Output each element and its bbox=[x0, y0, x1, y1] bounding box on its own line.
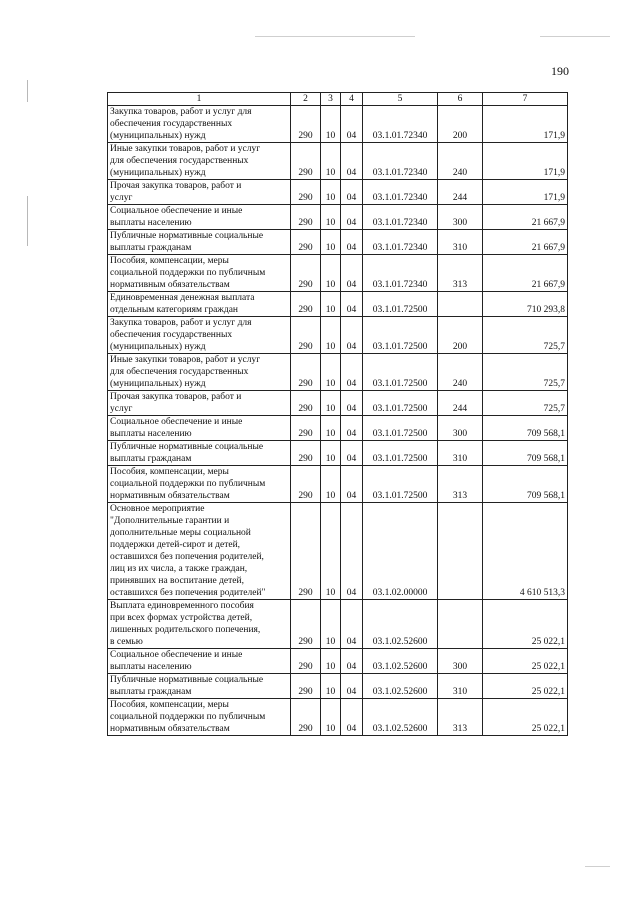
expense-name-cell: Социальное обеспечение и иные выплаты населению bbox=[108, 205, 291, 230]
target-article-cell: 03.1.01.72500 bbox=[363, 354, 438, 391]
agency-code-cell: 290 bbox=[291, 466, 321, 503]
agency-code-cell: 290 bbox=[291, 180, 321, 205]
subsection-code-cell: 04 bbox=[341, 649, 363, 674]
header-cell: 3 bbox=[321, 93, 341, 106]
subsection-code-cell: 04 bbox=[341, 317, 363, 354]
subsection-code-cell: 04 bbox=[341, 674, 363, 699]
amount-cell: 709 568,1 bbox=[483, 441, 568, 466]
section-code-cell: 10 bbox=[321, 255, 341, 292]
expense-type-cell: 310 bbox=[438, 230, 483, 255]
subsection-code-cell: 04 bbox=[341, 106, 363, 143]
table-row bbox=[108, 106, 568, 143]
subsection-code-cell: 04 bbox=[341, 699, 363, 736]
target-article-cell: 03.1.01.72340 bbox=[363, 143, 438, 180]
expense-name-cell: Иные закупки товаров, работ и услуг для обеспечения государственных (муниципальных) нужд bbox=[108, 143, 291, 180]
table-row bbox=[108, 503, 568, 600]
agency-code-cell: 290 bbox=[291, 441, 321, 466]
expense-type-cell: 313 bbox=[438, 466, 483, 503]
subsection-code-cell: 04 bbox=[341, 416, 363, 441]
expense-name-cell: Пособия, компенсации, меры социальной поддержки по публичным нормативным обязательствам bbox=[108, 255, 291, 292]
expense-name-cell: Основное мероприятие "Дополнительные гарантии и дополнительные меры социальной поддержки детей-сирот и детей, оставшихся без попечения родителей, лиц из их числа, а также граждан, принявших на воспитание детей, оставшихся без попечения родителей" bbox=[108, 503, 291, 600]
amount-cell: 171,9 bbox=[483, 106, 568, 143]
expense-name-cell: Закупка товаров, работ и услуг для обеспечения государственных (муниципальных) нужд bbox=[108, 106, 291, 143]
section-code-cell: 10 bbox=[321, 317, 341, 354]
target-article-cell: 03.1.01.72340 bbox=[363, 230, 438, 255]
section-code-cell: 10 bbox=[321, 230, 341, 255]
header-cell: 5 bbox=[363, 93, 438, 106]
target-article-cell: 03.1.01.72340 bbox=[363, 255, 438, 292]
section-code-cell: 10 bbox=[321, 649, 341, 674]
amount-cell: 709 568,1 bbox=[483, 416, 568, 441]
expense-type-cell: 244 bbox=[438, 391, 483, 416]
agency-code-cell: 290 bbox=[291, 416, 321, 441]
agency-code-cell: 290 bbox=[291, 106, 321, 143]
amount-cell: 725,7 bbox=[483, 354, 568, 391]
agency-code-cell: 290 bbox=[291, 649, 321, 674]
amount-cell: 725,7 bbox=[483, 391, 568, 416]
table-row bbox=[108, 230, 568, 255]
target-article-cell: 03.1.01.72340 bbox=[363, 205, 438, 230]
subsection-code-cell: 04 bbox=[341, 255, 363, 292]
table-row bbox=[108, 205, 568, 230]
section-code-cell: 10 bbox=[321, 180, 341, 205]
target-article-cell: 03.1.02.52600 bbox=[363, 699, 438, 736]
budget-table bbox=[107, 92, 568, 736]
section-code-cell: 10 bbox=[321, 143, 341, 180]
expense-name-cell: Единовременная денежная выплата отдельным категориям граждан bbox=[108, 292, 291, 317]
section-code-cell: 10 bbox=[321, 674, 341, 699]
expense-name-cell: Пособия, компенсации, меры социальной поддержки по публичным нормативным обязательствам bbox=[108, 699, 291, 736]
section-code-cell: 10 bbox=[321, 292, 341, 317]
agency-code-cell: 290 bbox=[291, 292, 321, 317]
amount-cell: 725,7 bbox=[483, 317, 568, 354]
subsection-code-cell: 04 bbox=[341, 180, 363, 205]
target-article-cell: 03.1.02.52600 bbox=[363, 674, 438, 699]
expense-type-cell: 313 bbox=[438, 255, 483, 292]
expense-type-cell: 200 bbox=[438, 106, 483, 143]
header-cell: 1 bbox=[108, 93, 291, 106]
expense-type-cell: 310 bbox=[438, 441, 483, 466]
section-code-cell: 10 bbox=[321, 354, 341, 391]
expense-type-cell bbox=[438, 600, 483, 649]
agency-code-cell: 290 bbox=[291, 391, 321, 416]
amount-cell: 21 667,9 bbox=[483, 230, 568, 255]
section-code-cell: 10 bbox=[321, 416, 341, 441]
target-article-cell: 03.1.01.72500 bbox=[363, 441, 438, 466]
table-row bbox=[108, 354, 568, 391]
section-code-cell: 10 bbox=[321, 441, 341, 466]
agency-code-cell: 290 bbox=[291, 205, 321, 230]
target-article-cell: 03.1.01.72500 bbox=[363, 391, 438, 416]
section-code-cell: 10 bbox=[321, 391, 341, 416]
expense-name-cell: Пособия, компенсации, меры социальной поддержки по публичным нормативным обязательствам bbox=[108, 466, 291, 503]
agency-code-cell: 290 bbox=[291, 699, 321, 736]
expense-name-cell: Прочая закупка товаров, работ и услуг bbox=[108, 391, 291, 416]
table-row bbox=[108, 649, 568, 674]
subsection-code-cell: 04 bbox=[341, 292, 363, 317]
table-row bbox=[108, 416, 568, 441]
header-cell: 6 bbox=[438, 93, 483, 106]
expense-type-cell: 300 bbox=[438, 649, 483, 674]
expense-type-cell bbox=[438, 503, 483, 600]
amount-cell: 709 568,1 bbox=[483, 466, 568, 503]
amount-cell: 25 022,1 bbox=[483, 674, 568, 699]
section-code-cell: 10 bbox=[321, 699, 341, 736]
table-row bbox=[108, 600, 568, 649]
agency-code-cell: 290 bbox=[291, 143, 321, 180]
target-article-cell: 03.1.01.72500 bbox=[363, 317, 438, 354]
table-row bbox=[108, 391, 568, 416]
subsection-code-cell: 04 bbox=[341, 503, 363, 600]
target-article-cell: 03.1.01.72500 bbox=[363, 292, 438, 317]
expense-name-cell: Закупка товаров, работ и услуг для обеспечения государственных (муниципальных) нужд bbox=[108, 317, 291, 354]
scan-artifact-top-right bbox=[540, 36, 610, 37]
table-row bbox=[108, 143, 568, 180]
section-code-cell: 10 bbox=[321, 205, 341, 230]
agency-code-cell: 290 bbox=[291, 503, 321, 600]
subsection-code-cell: 04 bbox=[341, 230, 363, 255]
section-code-cell: 10 bbox=[321, 106, 341, 143]
expense-name-cell: Публичные нормативные социальные выплаты гражданам bbox=[108, 230, 291, 255]
subsection-code-cell: 04 bbox=[341, 441, 363, 466]
header-cell: 4 bbox=[341, 93, 363, 106]
table-row bbox=[108, 180, 568, 205]
subsection-code-cell: 04 bbox=[341, 143, 363, 180]
expense-type-cell: 300 bbox=[438, 416, 483, 441]
expense-type-cell: 240 bbox=[438, 354, 483, 391]
agency-code-cell: 290 bbox=[291, 674, 321, 699]
amount-cell: 25 022,1 bbox=[483, 699, 568, 736]
target-article-cell: 03.1.01.72340 bbox=[363, 106, 438, 143]
scan-artifact-bottom-right bbox=[585, 866, 610, 867]
page-number: 190 bbox=[551, 64, 569, 78]
agency-code-cell: 290 bbox=[291, 230, 321, 255]
agency-code-cell: 290 bbox=[291, 600, 321, 649]
expense-name-cell: Прочая закупка товаров, работ и услуг bbox=[108, 180, 291, 205]
expense-name-cell: Выплата единовременного пособия при всех формах устройства детей, лишенных родительского попечения, в семью bbox=[108, 600, 291, 649]
expense-name-cell: Публичные нормативные социальные выплаты гражданам bbox=[108, 674, 291, 699]
target-article-cell: 03.1.01.72340 bbox=[363, 180, 438, 205]
target-article-cell: 03.1.02.52600 bbox=[363, 649, 438, 674]
subsection-code-cell: 04 bbox=[341, 354, 363, 391]
header-cell: 7 bbox=[483, 93, 568, 106]
amount-cell: 171,9 bbox=[483, 143, 568, 180]
subsection-code-cell: 04 bbox=[341, 391, 363, 416]
subsection-code-cell: 04 bbox=[341, 600, 363, 649]
expense-type-cell: 240 bbox=[438, 143, 483, 180]
target-article-cell: 03.1.01.72500 bbox=[363, 416, 438, 441]
expense-name-cell: Социальное обеспечение и иные выплаты населению bbox=[108, 649, 291, 674]
expense-name-cell: Публичные нормативные социальные выплаты гражданам bbox=[108, 441, 291, 466]
expense-name-cell: Социальное обеспечение и иные выплаты населению bbox=[108, 416, 291, 441]
subsection-code-cell: 04 bbox=[341, 466, 363, 503]
target-article-cell: 03.1.02.52600 bbox=[363, 600, 438, 649]
scan-artifact-left-mid bbox=[27, 196, 28, 246]
amount-cell: 21 667,9 bbox=[483, 255, 568, 292]
header-cell: 2 bbox=[291, 93, 321, 106]
subsection-code-cell: 04 bbox=[341, 205, 363, 230]
expense-type-cell: 300 bbox=[438, 205, 483, 230]
scan-artifact-top bbox=[255, 36, 415, 37]
target-article-cell: 03.1.01.72500 bbox=[363, 466, 438, 503]
expense-type-cell: 200 bbox=[438, 317, 483, 354]
header-row bbox=[108, 93, 568, 106]
expense-type-cell: 313 bbox=[438, 699, 483, 736]
table-row bbox=[108, 674, 568, 699]
agency-code-cell: 290 bbox=[291, 354, 321, 391]
table-row bbox=[108, 255, 568, 292]
amount-cell: 25 022,1 bbox=[483, 600, 568, 649]
section-code-cell: 10 bbox=[321, 600, 341, 649]
amount-cell: 171,9 bbox=[483, 180, 568, 205]
amount-cell: 4 610 513,3 bbox=[483, 503, 568, 600]
target-article-cell: 03.1.02.00000 bbox=[363, 503, 438, 600]
amount-cell: 25 022,1 bbox=[483, 649, 568, 674]
section-code-cell: 10 bbox=[321, 503, 341, 600]
agency-code-cell: 290 bbox=[291, 255, 321, 292]
expense-type-cell bbox=[438, 292, 483, 317]
expense-type-cell: 310 bbox=[438, 674, 483, 699]
amount-cell: 21 667,9 bbox=[483, 205, 568, 230]
expense-type-cell: 244 bbox=[438, 180, 483, 205]
amount-cell: 710 293,8 bbox=[483, 292, 568, 317]
expense-name-cell: Иные закупки товаров, работ и услуг для обеспечения государственных (муниципальных) нужд bbox=[108, 354, 291, 391]
scan-artifact-left-top bbox=[27, 80, 28, 102]
section-code-cell: 10 bbox=[321, 466, 341, 503]
agency-code-cell: 290 bbox=[291, 317, 321, 354]
table-row bbox=[108, 466, 568, 503]
table-row bbox=[108, 292, 568, 317]
table-row bbox=[108, 441, 568, 466]
table-row bbox=[108, 317, 568, 354]
table-row bbox=[108, 699, 568, 736]
